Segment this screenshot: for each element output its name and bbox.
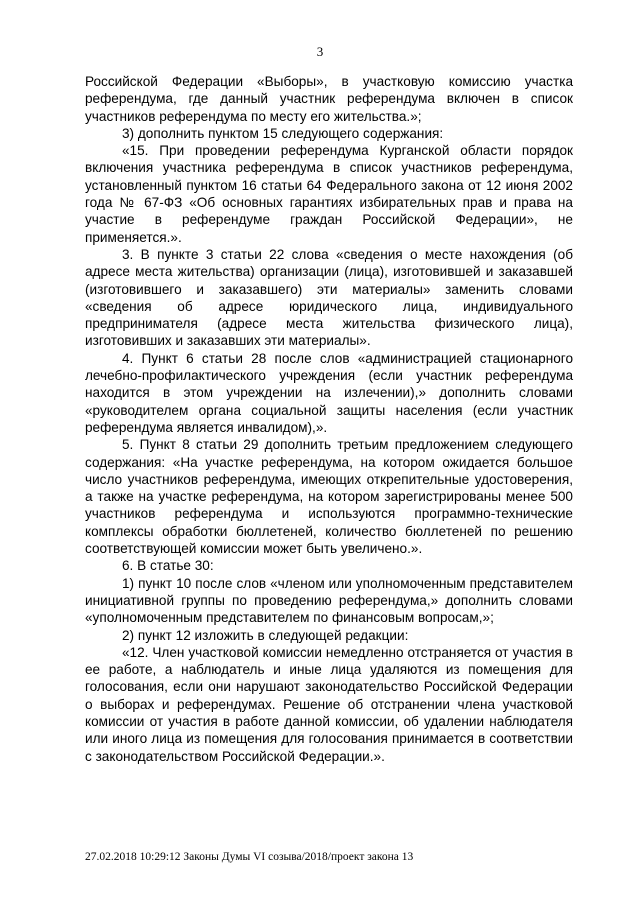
paragraph-section-6: 6. В статье 30: [122, 558, 214, 574]
paragraph-item-3: 3) дополнить пунктом 15 следующего содержания: [122, 125, 444, 141]
paragraph-item-2: 2) пункт 12 изложить в следующей редакции: [122, 627, 409, 643]
paragraph-section-3: 3. В пункте 3 статьи 22 слова «сведения о месте нахождения (об адресе места жительства) организации (лица), изготовившей и заказавшей (изготовившего и заказавшего) эти материалы» заменить словами «сведения об адресе юридического лица, индивидуального предпринимателя (адресе места жительства физического лица), изготовивших и заказавших эти материалы». [85, 246, 573, 349]
page-number: 3 [316, 44, 324, 59]
paragraph-item-1: 1) пункт 10 после слов «членом или уполномоченным представителем инициативной группы по проведению референдума,» дополнить словами «уполномоченным представителем по финансовым вопросам,»; [85, 575, 573, 626]
paragraph-section-5: 5. Пункт 8 статьи 29 дополнить третьим предложением следующего содержания: «На участке референдума, на котором ожидается большое число участников референдума, имеющих открепительные удостоверения, а также на участке референдума, на котором зарегистрированы менее 500 участников референдума и используются программно-технические комплексы обработки бюллетеней, количество бюллетеней по решению соответствующей комиссии может быть увеличено.». [85, 437, 573, 557]
paragraph-continuation: Российской Федерации «Выборы», в участковую комиссию участка референдума, где данный участник референдума включен в список участников референдума по месту его жительства.»; [85, 74, 573, 124]
paragraph-section-4: 4. Пункт 6 статьи 28 после слов «администрацией стационарного лечебно-профилактического учреждения (если участник референдума находится в этом учреждении на излечении),» дополнить словами «руководителем органа социальной защиты населения (если участник референдума является инвалидом),». [85, 350, 573, 435]
document-footer: 27.02.2018 10:29:12 Законы Думы VI созыва/2018/проект закона 13 [85, 851, 414, 863]
paragraph-point-15: «15. При проведении референдума Курганской области порядок включения участника референдума в список участников референдума, установленный пунктом 16 статьи 64 Федерального закона от 12 июня 2002 года № 67-ФЗ «Об основных гарантиях избирательных прав и права на участие в референдуме граждан Российской Федерации», не применяется.». [85, 143, 573, 245]
paragraph-point-12: «12. Член участковой комиссии немедленно отстраняется от участия в ее работе, а наблюдатель и иные лица удаляются из помещения для голосования, если они нарушают законодательство Российской Федерации о выборах и референдумах. Решение об отстранении члена участковой комиссии от участия в работе данной комиссии, об удалении наблюдателя или иного лица из помещения для голосования принимается в соответствии с законодательством Российской Федерации.». [85, 644, 573, 764]
document-body [85, 73, 573, 765]
